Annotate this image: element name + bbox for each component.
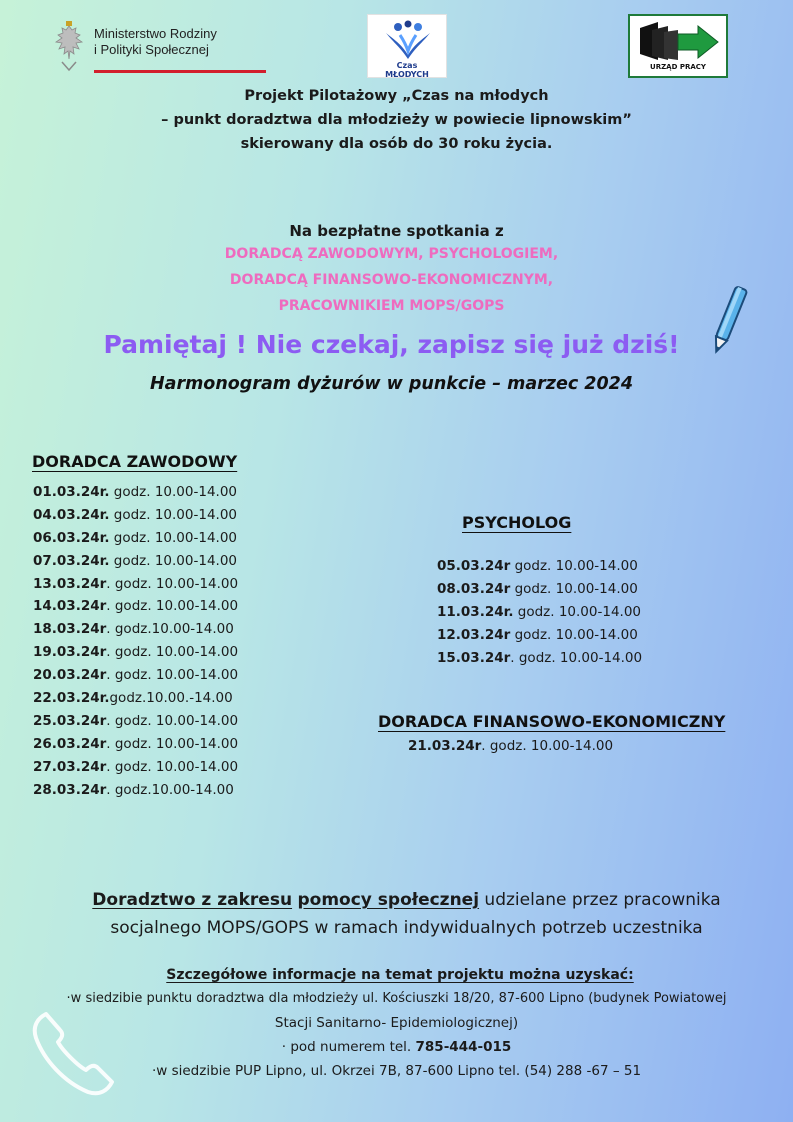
urzad-logo-text: URZĄD PRACY [650, 63, 706, 71]
social-line-2: socjalnego MOPS/GOPS w ramach indywidualnych potrzeb uczestnika [110, 918, 703, 938]
schedule-entry: 19.03.24r. godz. 10.00-14.00 [33, 644, 239, 661]
schedule-entry: 12.03.24r godz. 10.00-14.00 [437, 626, 638, 643]
details-address-2: Stacji Sanitarno- Epidemiologicznej) [274, 1015, 519, 1031]
schedule-entry: 06.03.24r. godz. 10.00-14.00 [33, 529, 238, 546]
schedule-entry: 27.03.24r. godz. 10.00-14.00 [33, 758, 239, 775]
phone-handset-icon [24, 1002, 124, 1102]
schedule-entry: 28.03.24r. godz.10.00-14.00 [33, 781, 234, 798]
arrow-doors-icon [636, 20, 722, 62]
project-title-line-3: skierowany dla osób do 30 roku życia. [240, 136, 553, 152]
social-assistance-info: Doradztwo z zakresu pomocy społecznej udzielane przez pracownika socjalnego MOPS/GOPS w ramach indywidualnych potrzeb uczestnika [40, 886, 773, 942]
psychologist-heading: PSYCHOLOG [462, 513, 572, 532]
project-title-line-2: – punkt doradztwa dla młodzieży w powiecie lipnowskim” [161, 112, 632, 128]
specialists-line-1: DORADCĄ ZAWODOWYM, PSYCHOLOGIEM, [224, 246, 559, 262]
urzad-pracy-logo [628, 14, 728, 78]
ministry-red-line [94, 70, 266, 73]
phone-number[interactable]: 785-444-015 [415, 1039, 512, 1055]
specialists-line-3: PRACOWNIKIEM MOPS/GOPS [278, 298, 505, 314]
ministry-name-line-2: i Polityki Społecznej [94, 42, 209, 57]
czas-na-mlodych-logo [367, 14, 447, 78]
ministry-logo [48, 20, 228, 78]
czas-logo-text-1: Czas [396, 61, 418, 70]
schedule-entry: 08.03.24r godz. 10.00-14.00 [437, 580, 638, 597]
psychologist-schedule [437, 555, 642, 669]
schedule-entry: 15.03.24r. godz. 10.00-14.00 [437, 649, 643, 666]
details-address-1: ·w siedzibie punktu doradztwa dla młodzieży ul. Kościuszki 18/20, 87-600 Lipno (budynek Powiatowej [66, 991, 727, 1006]
career-advisor-heading: DORADCA ZAWODOWY [32, 452, 238, 471]
schedule-entry: 20.03.24r. godz. 10.00-14.00 [33, 667, 239, 684]
schedule-entry: 22.03.24r.godz.10.00.-14.00 [33, 690, 233, 707]
eagle-emblem-icon [48, 20, 90, 74]
ministry-name-line-1: Ministerstwo Rodziny [94, 26, 217, 41]
schedule-entry: 21.03.24r. godz. 10.00-14.00 [408, 738, 614, 754]
schedule-entry: 18.03.24r. godz.10.00-14.00 [33, 621, 234, 638]
details-address-3: ·w siedzibie PUP Lipno, ul. Okrzei 7B, 87-600 Lipno tel. (54) 288 -67 – 51 [151, 1063, 642, 1079]
schedule-entry: 05.03.24r godz. 10.00-14.00 [437, 558, 638, 574]
people-figures-icon [378, 19, 438, 61]
schedule-entry: 25.03.24r. godz. 10.00-14.00 [33, 712, 239, 729]
details-heading: Szczegółowe informacje na temat projektu można uzyskać: [166, 967, 634, 983]
details-phone: · pod numerem tel. 785-444-015 [281, 1039, 512, 1055]
project-title-line-1: Projekt Pilotażowy „Czas na młodych [244, 88, 549, 104]
call-to-action: Pamiętaj ! Nie czekaj, zapisz się już dziś! [103, 330, 680, 359]
schedule-entry: 26.03.24r. godz. 10.00-14.00 [33, 735, 239, 752]
schedule-entry: 04.03.24r. godz. 10.00-14.00 [33, 506, 238, 523]
social-underlined-1: Doradztwo z zakresu [92, 890, 293, 910]
schedule-entry: 11.03.24r. godz. 10.00-14.00 [437, 603, 642, 620]
meetings-intro: Na bezpłatne spotkania z [289, 222, 504, 240]
social-underlined-2: pomocy społecznej [297, 890, 480, 910]
career-advisor-schedule [33, 481, 238, 801]
schedule-entry: 13.03.24r. godz. 10.00-14.00 [33, 575, 239, 592]
financial-advisor-heading: DORADCA FINANSOWO-EKONOMICZNY [378, 712, 726, 731]
specialists-line-2: DORADCĄ FINANSOWO-EKONOMICZNYM, [229, 272, 554, 288]
schedule-entry: 07.03.24r. godz. 10.00-14.00 [33, 552, 238, 569]
czas-logo-text-2: MŁODYCH [385, 70, 429, 79]
schedule-title: Harmonogram dyżurów w punkcie – marzec 2024 [149, 374, 634, 394]
schedule-entry: 01.03.24r. godz. 10.00-14.00 [33, 484, 238, 500]
schedule-entry: 14.03.24r. godz. 10.00-14.00 [33, 598, 239, 615]
